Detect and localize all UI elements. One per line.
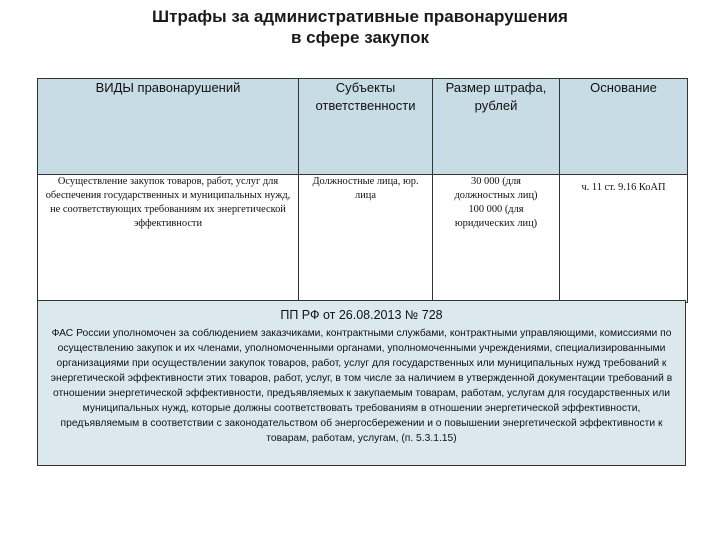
subjects-text: Должностные лица, юр. лица (312, 176, 419, 201)
title-line-2: в сфере закупок (290, 28, 430, 47)
fine-legal-text: 100 000 (для юридических лиц) (454, 204, 538, 229)
table-header-row (38, 79, 688, 175)
header-basis: Основание (560, 79, 688, 175)
table-row (38, 175, 688, 303)
header-subjects: Субъекты ответственности (299, 79, 433, 175)
violation-text: Осуществление закупок товаров, работ, услуг для обеспечения государственных и муниципальных нужд, не соответствующих требованиям их энергетической эффективности (45, 176, 291, 229)
fine-officials-text: 30 000 (для должностных лиц) (454, 176, 538, 201)
title-line-1: Штрафы за административные правонарушения (152, 7, 568, 26)
cell-subjects (299, 175, 433, 303)
header-fine-size: Размер штрафа, рублей (433, 79, 560, 175)
basis-text: ч. 11 ст. 9.16 КоАП (581, 182, 666, 193)
resolution-text: ФАС России уполномочен за соблюдением заказчиками, контрактными службами, контрактными управляющими, комиссиями по осуществлению закупок и их членами, уполномоченными органами, уполномоченными учреждениями, специализированными организациями при осуществлении закупок товаров, работ, услуг для государственных или муниципальных нужд требований к энергетической эффективности этих товаров, работ, услуг, в том числе за наличием в утвержденной документации требований в отношении энергетической эффективности, предъявляемых к закупаемым товарам, работам, услугам для государственных или муниципальных нужд, которые должны соответствовать требованиям в отношении энергетической эффективности, предъявляемым в соответствии с законодательством об энергосбережении и о повышении энергетической эффективности к товарам, работам, услугам, (п. 5.3.1.15) (50, 328, 673, 444)
cell-violation (38, 175, 299, 303)
cell-basis (560, 175, 688, 303)
cell-fine (433, 175, 560, 303)
fines-table (37, 78, 688, 303)
page-title (0, 6, 720, 48)
header-violations: ВИДЫ правонарушений (38, 79, 299, 175)
resolution-reference: ПП РФ от 26.08.2013 № 728 (280, 308, 443, 322)
resolution-note (37, 300, 686, 466)
